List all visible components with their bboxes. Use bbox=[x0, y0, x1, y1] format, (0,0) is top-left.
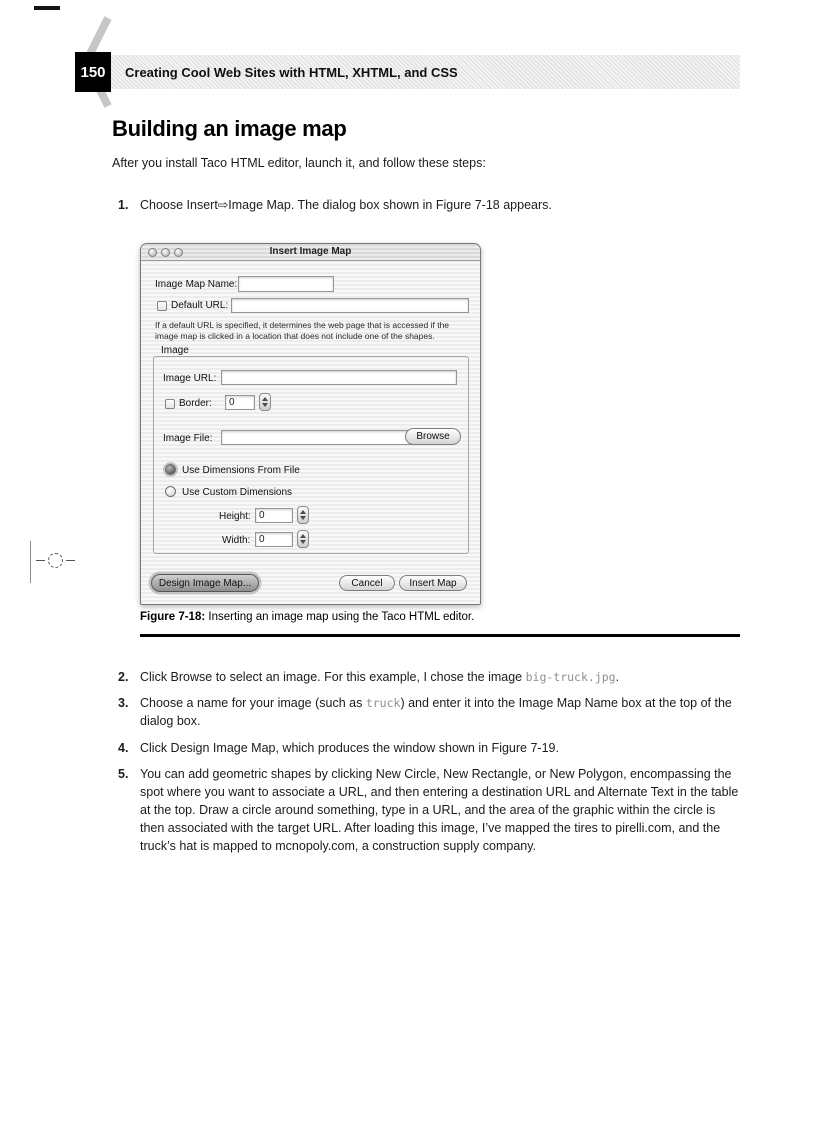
image-group-label: Image bbox=[161, 345, 189, 356]
step-code-segment: truck bbox=[365, 696, 401, 710]
close-button[interactable] bbox=[148, 248, 157, 257]
registration-dash bbox=[66, 560, 75, 561]
step-text bbox=[140, 694, 740, 730]
step-text bbox=[140, 739, 740, 757]
step-text-segment: Choose Insert⇨Image Map. The dialog box shown in Figure 7-18 appears. bbox=[140, 198, 552, 212]
minimize-button[interactable] bbox=[161, 248, 170, 257]
border-checkbox[interactable] bbox=[165, 399, 175, 409]
print-mark bbox=[34, 6, 60, 10]
width-stepper[interactable] bbox=[297, 530, 309, 548]
running-head-title: Creating Cool Web Sites with HTML, XHTML, and CSS bbox=[125, 64, 458, 80]
radio-use-custom-dimensions[interactable] bbox=[165, 486, 176, 497]
image-url-label: Image URL: bbox=[163, 373, 217, 384]
step-5 bbox=[118, 765, 740, 855]
registration-mark-icon bbox=[36, 553, 75, 568]
insert-map-button[interactable]: Insert Map bbox=[399, 575, 467, 591]
print-crop-line bbox=[30, 541, 31, 583]
page-header-banner bbox=[75, 55, 740, 89]
radio-use-custom-dimensions-label: Use Custom Dimensions bbox=[182, 487, 293, 498]
registration-dash bbox=[36, 560, 45, 561]
step-text-segment: Choose a name for your image (such as bbox=[140, 696, 366, 710]
step-text-segment: Click Design Image Map, which produces the window shown in Figure 7-19. bbox=[140, 741, 559, 755]
height-label: Height: bbox=[219, 511, 251, 522]
border-stepper[interactable] bbox=[259, 393, 271, 411]
figure-caption bbox=[140, 610, 740, 625]
step-text-segment: ) and enter it into the Image Map Name box at the top of the dialog box. bbox=[140, 696, 732, 728]
insert-image-map-dialog bbox=[140, 243, 481, 605]
step-text bbox=[140, 196, 740, 214]
section-heading: Building an image map bbox=[112, 116, 347, 141]
cancel-button[interactable]: Cancel bbox=[339, 575, 395, 591]
step-text-segment: You can add geometric shapes by clicking New Circle, New Rectangle, or New Polygon, encompassing the spot where you want to associate a URL, and then entering a destination URL and Alternate Text in the table at the top. Draw a circle around something, type in a URL, and the area of the graphic within the circle is then associated with the target URL. After loading this image, I’ve mapped the tires to pirelli.com, and the truck’s hat is mapped to mcnopoly.com, a construction supply company. bbox=[140, 767, 739, 853]
step-code-segment: big-truck.jpg bbox=[525, 670, 616, 684]
step-text-segment: Click Browse to select an image. For this example, I chose the image bbox=[140, 670, 526, 684]
default-url-label: Default URL: bbox=[171, 300, 229, 311]
image-map-name-label: Image Map Name: bbox=[155, 279, 238, 290]
width-input[interactable]: 0 bbox=[255, 532, 293, 547]
browse-button[interactable]: Browse bbox=[405, 428, 461, 445]
registration-circle bbox=[48, 553, 63, 568]
image-url-input[interactable] bbox=[221, 370, 457, 385]
border-input[interactable]: 0 bbox=[225, 395, 255, 410]
step-number: 2. bbox=[118, 670, 129, 684]
zoom-button[interactable] bbox=[174, 248, 183, 257]
step-number: 4. bbox=[118, 741, 129, 755]
width-label: Width: bbox=[222, 535, 251, 546]
image-file-label: Image File: bbox=[163, 433, 213, 444]
step-number: 1. bbox=[118, 198, 129, 212]
default-url-checkbox[interactable] bbox=[157, 301, 167, 311]
design-image-map-button[interactable]: Design Image Map... bbox=[151, 574, 259, 592]
step-number: 3. bbox=[118, 696, 129, 710]
step-1 bbox=[118, 196, 740, 214]
image-groupbox bbox=[153, 356, 469, 554]
default-url-input[interactable] bbox=[231, 298, 469, 313]
step-number: 5. bbox=[118, 767, 129, 781]
step-text bbox=[140, 668, 740, 686]
step-4 bbox=[118, 739, 740, 757]
step-text-segment: . bbox=[615, 670, 620, 684]
dialog-title: Insert Image Map bbox=[269, 246, 352, 257]
figure-caption-label: Figure 7-18: bbox=[140, 611, 206, 623]
step-3 bbox=[118, 694, 740, 730]
intro-paragraph: After you install Taco HTML editor, launch it, and follow these steps: bbox=[112, 156, 486, 170]
caption-rule bbox=[140, 634, 740, 637]
image-map-name-input[interactable] bbox=[238, 276, 334, 292]
dialog-titlebar bbox=[141, 244, 480, 261]
radio-use-dimensions-from-file[interactable] bbox=[165, 464, 176, 475]
height-stepper[interactable] bbox=[297, 506, 309, 524]
figure-caption-text: Inserting an image map using the Taco HTML editor. bbox=[208, 611, 475, 623]
height-input[interactable]: 0 bbox=[255, 508, 293, 523]
default-url-hint-line1: If a default URL is specified, it determines the web page that is accessed if the bbox=[155, 320, 450, 330]
step-text bbox=[140, 765, 740, 855]
step-2 bbox=[118, 668, 740, 686]
radio-use-dimensions-from-file-label: Use Dimensions From File bbox=[182, 465, 300, 476]
border-label: Border: bbox=[179, 398, 212, 409]
page-number: 150 bbox=[75, 52, 111, 92]
default-url-hint-line2: image map is clicked in a location that does not include one of the shapes. bbox=[155, 331, 435, 341]
